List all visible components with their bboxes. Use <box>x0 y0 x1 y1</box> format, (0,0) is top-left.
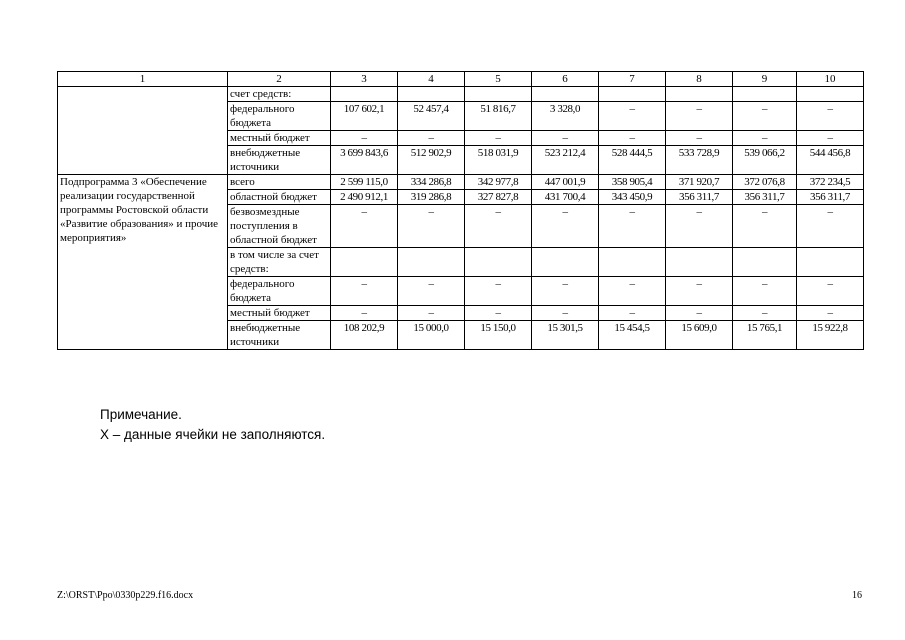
value-cell: – <box>465 205 532 248</box>
funding-source-label: всего <box>228 175 331 190</box>
value-cell: – <box>733 131 797 146</box>
value-cell: – <box>532 277 599 306</box>
value-cell: 2 490 912,1 <box>331 190 398 205</box>
value-cell: 3 699 843,6 <box>331 146 398 175</box>
value-cell <box>797 248 864 277</box>
value-cell <box>398 87 465 102</box>
value-cell: – <box>797 131 864 146</box>
value-cell: – <box>797 205 864 248</box>
value-cell: – <box>532 131 599 146</box>
value-cell: 327 827,8 <box>465 190 532 205</box>
value-cell <box>398 248 465 277</box>
value-cell: 447 001,9 <box>532 175 599 190</box>
value-cell: – <box>797 102 864 131</box>
value-cell: – <box>398 131 465 146</box>
funding-source-label: в том числе за счет средств: <box>228 248 331 277</box>
note-text: Х – данные ячейки не заполняются. <box>100 427 326 442</box>
program-name-cell <box>58 87 228 175</box>
value-cell <box>666 87 733 102</box>
value-cell: – <box>666 205 733 248</box>
value-cell: – <box>666 102 733 131</box>
value-cell: – <box>797 306 864 321</box>
note <box>100 405 325 445</box>
funding-source-label: областной бюджет <box>228 190 331 205</box>
value-cell <box>532 87 599 102</box>
value-cell: 51 816,7 <box>465 102 532 131</box>
value-cell: 533 728,9 <box>666 146 733 175</box>
value-cell: 372 234,5 <box>797 175 864 190</box>
value-cell: – <box>599 277 666 306</box>
value-cell: – <box>599 205 666 248</box>
value-cell: 358 905,4 <box>599 175 666 190</box>
value-cell: 15 454,5 <box>599 321 666 350</box>
funding-source-label: внебюджетные источники <box>228 146 331 175</box>
value-cell: 431 700,4 <box>532 190 599 205</box>
value-cell: 343 450,9 <box>599 190 666 205</box>
value-cell: 15 301,5 <box>532 321 599 350</box>
value-cell: – <box>733 277 797 306</box>
column-header: 6 <box>532 72 599 87</box>
value-cell <box>599 248 666 277</box>
column-header: 10 <box>797 72 864 87</box>
funding-source-label: местный бюджет <box>228 131 331 146</box>
funding-source-label: федерального бюджета <box>228 277 331 306</box>
funding-source-label: безвозмездные поступления в областной бюджет <box>228 205 331 248</box>
value-cell: – <box>398 306 465 321</box>
program-name-cell: Подпрограмма 3 «Обеспечение реализации государственной программы Ростовской области «Развитие образования» и прочие мероприятия» <box>58 175 228 350</box>
column-header: 8 <box>666 72 733 87</box>
value-cell <box>733 248 797 277</box>
value-cell <box>331 248 398 277</box>
value-cell: 3 328,0 <box>532 102 599 131</box>
value-cell: 15 609,0 <box>666 321 733 350</box>
value-cell: – <box>599 102 666 131</box>
value-cell: – <box>465 131 532 146</box>
value-cell: 528 444,5 <box>599 146 666 175</box>
value-cell: 539 066,2 <box>733 146 797 175</box>
value-cell: 107 602,1 <box>331 102 398 131</box>
value-cell: 334 286,8 <box>398 175 465 190</box>
funding-source-label: внебюджетные источники <box>228 321 331 350</box>
footer-file-path: Z:\ORST\Ppo\0330p229.f16.docx <box>57 590 194 601</box>
value-cell: 15 922,8 <box>797 321 864 350</box>
value-cell: – <box>465 277 532 306</box>
funding-source-label: счет средств: <box>228 87 331 102</box>
value-cell: – <box>733 306 797 321</box>
value-cell: 342 977,8 <box>465 175 532 190</box>
value-cell: – <box>398 277 465 306</box>
column-header: 5 <box>465 72 532 87</box>
value-cell: 15 150,0 <box>465 321 532 350</box>
value-cell: – <box>733 102 797 131</box>
value-cell: – <box>331 306 398 321</box>
value-cell <box>532 248 599 277</box>
value-cell <box>733 87 797 102</box>
value-cell: – <box>666 277 733 306</box>
value-cell: – <box>331 205 398 248</box>
value-cell: – <box>666 131 733 146</box>
value-cell: 2 599 115,0 <box>331 175 398 190</box>
value-cell <box>465 248 532 277</box>
value-cell: – <box>331 277 398 306</box>
value-cell: 15 765,1 <box>733 321 797 350</box>
value-cell: – <box>599 306 666 321</box>
value-cell: – <box>733 205 797 248</box>
value-cell <box>465 87 532 102</box>
value-cell: 356 311,7 <box>797 190 864 205</box>
value-cell: – <box>797 277 864 306</box>
value-cell <box>599 87 666 102</box>
value-cell: 518 031,9 <box>465 146 532 175</box>
value-cell: – <box>666 306 733 321</box>
value-cell: 523 212,4 <box>532 146 599 175</box>
budget-table <box>57 71 864 350</box>
value-cell: 371 920,7 <box>666 175 733 190</box>
value-cell: 108 202,9 <box>331 321 398 350</box>
table-row <box>58 87 864 102</box>
value-cell: – <box>599 131 666 146</box>
column-header: 3 <box>331 72 398 87</box>
funding-source-label: федерального бюджета <box>228 102 331 131</box>
value-cell: 319 286,8 <box>398 190 465 205</box>
value-cell <box>331 87 398 102</box>
table-row <box>58 175 864 190</box>
value-cell: 512 902,9 <box>398 146 465 175</box>
value-cell: – <box>532 205 599 248</box>
page-number: 16 <box>852 590 862 601</box>
note-title: Примечание. <box>100 407 182 422</box>
value-cell: – <box>398 205 465 248</box>
column-header: 1 <box>58 72 228 87</box>
value-cell: 356 311,7 <box>666 190 733 205</box>
column-header: 7 <box>599 72 666 87</box>
value-cell: – <box>465 306 532 321</box>
value-cell: 356 311,7 <box>733 190 797 205</box>
column-header: 2 <box>228 72 331 87</box>
value-cell: 52 457,4 <box>398 102 465 131</box>
value-cell: – <box>331 131 398 146</box>
column-header: 4 <box>398 72 465 87</box>
funding-source-label: местный бюджет <box>228 306 331 321</box>
value-cell: – <box>532 306 599 321</box>
value-cell: 544 456,8 <box>797 146 864 175</box>
column-header: 9 <box>733 72 797 87</box>
value-cell <box>666 248 733 277</box>
table-header-row <box>58 72 864 87</box>
value-cell: 372 076,8 <box>733 175 797 190</box>
value-cell <box>797 87 864 102</box>
value-cell: 15 000,0 <box>398 321 465 350</box>
